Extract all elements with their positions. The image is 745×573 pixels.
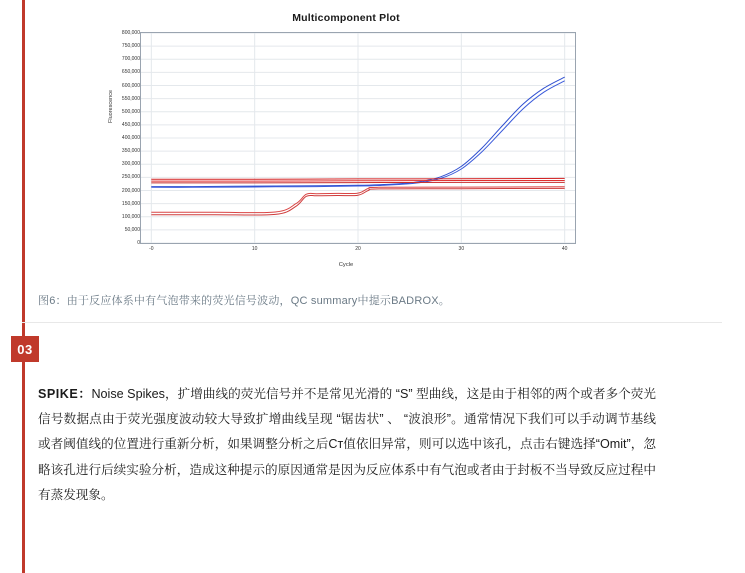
x-tick-holder — [140, 246, 576, 258]
left-accent-rail — [22, 0, 25, 573]
chart-title: Multicomponent Plot — [292, 12, 400, 24]
article-lead-term: SPIKE： — [38, 387, 92, 401]
figure-caption: 图6：由于反应体系中有气泡带来的荧光信号波动，QC summary中提示BADROX。 — [38, 295, 450, 307]
x-axis-label: Cycle — [338, 262, 354, 268]
y-tick-label: 700,000 — [121, 56, 140, 63]
series-line — [151, 181, 564, 182]
y-tick-label: 800,000 — [121, 30, 140, 36]
y-tick-label: 250,000 — [121, 174, 140, 181]
x-tick-label: 30 — [458, 246, 465, 252]
y-tick-label: 300,000 — [121, 161, 140, 168]
series-line — [151, 178, 564, 179]
y-tick-holder — [106, 32, 140, 244]
y-tick-label: 650,000 — [121, 69, 140, 76]
y-tick-label: 750,000 — [121, 43, 140, 50]
plot-svg — [141, 33, 575, 243]
y-tick-label: 100,000 — [121, 213, 140, 220]
y-tick-label: 350,000 — [121, 148, 140, 155]
section-divider — [22, 322, 722, 323]
y-tick-label: 0 — [137, 240, 140, 246]
y-tick-label: 600,000 — [121, 82, 140, 89]
x-tick-label: 40 — [561, 246, 568, 252]
y-tick-label: 550,000 — [121, 95, 140, 102]
y-tick-label: 50,000 — [124, 226, 140, 233]
series-line — [151, 182, 564, 183]
plot-wrapper — [106, 28, 586, 270]
article-body — [38, 382, 656, 508]
section-number-badge: 03 — [11, 336, 39, 362]
y-tick-label: 400,000 — [121, 135, 140, 141]
x-tick-label: 10 — [251, 246, 258, 252]
article-body-text: Noise Spikes，扩增曲线的荧光信号并不是常见光滑的 “S” 型曲线，这是由于相邻的两个或者多个荧光信号数据点由于荧光强度波动较大导致扩增曲线呈现 “锯齿状” 、 “波浪形”。通常情况下我们可以手动调节基线或者阈值线的位置进行重新分析，如果调整分析之后Cт值依旧异常，则可以选中该孔，点击右键选择“Omit”，忽略该孔进行后续实验分析，造成这种提示的原因通常是因为反应体系中有气泡或者由于封板不当导致反应过程中有蒸发现象。 — [38, 387, 656, 502]
y-tick-label: 450,000 — [121, 121, 140, 128]
multicomponent-plot-card — [106, 6, 586, 270]
x-tick-label: -0 — [149, 246, 154, 252]
y-tick-label: 500,000 — [121, 108, 140, 115]
y-tick-label: 200,000 — [121, 187, 140, 194]
y-tick-label: 150,000 — [121, 200, 140, 207]
y-axis-label: Fluorescence — [108, 89, 114, 123]
plot-area — [140, 32, 576, 244]
x-tick-label: 20 — [355, 246, 361, 252]
